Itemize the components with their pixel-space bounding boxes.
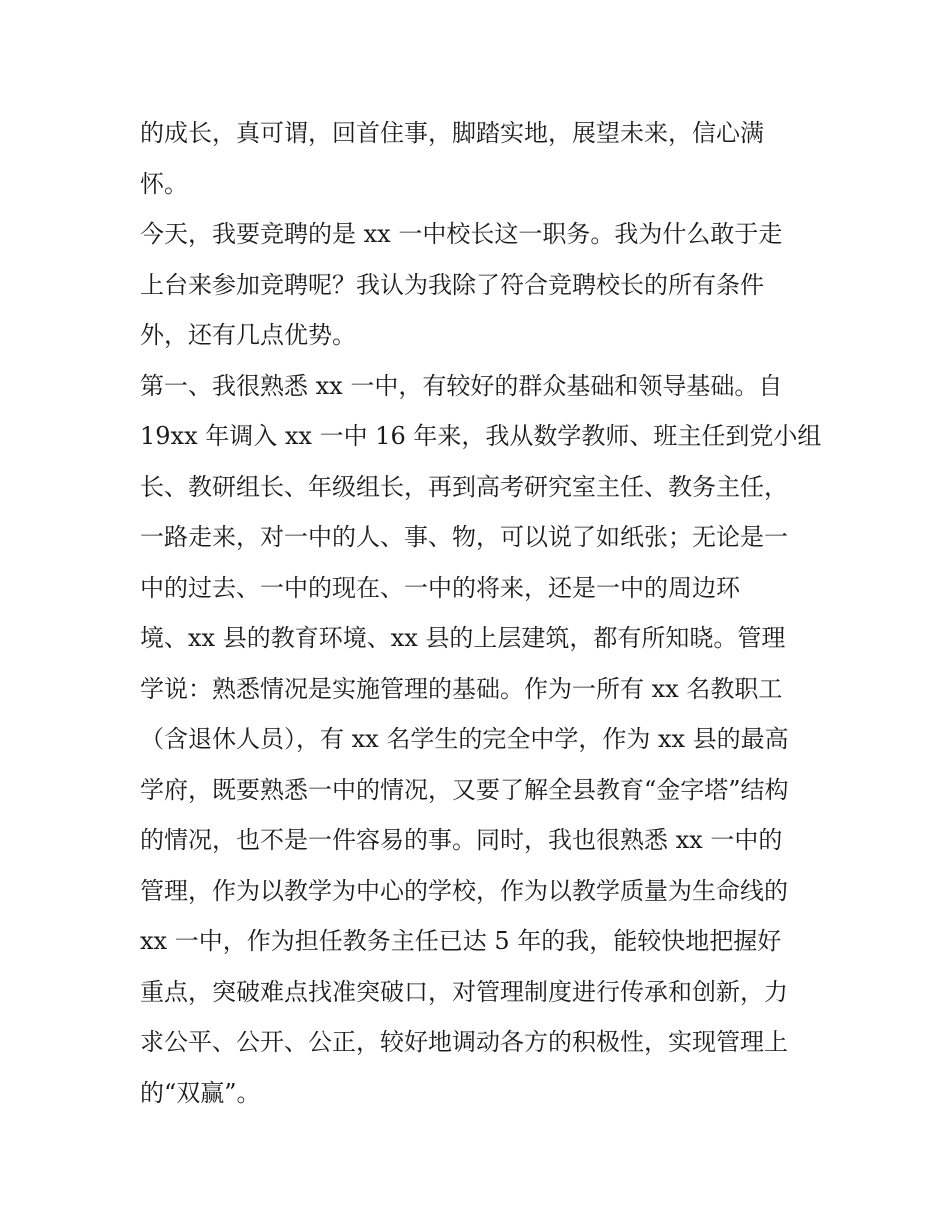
text-line: 第一、我很熟悉 xx 一中，有较好的群众基础和领导基础。自	[140, 371, 783, 400]
text-line: 长、教研组长、年级组长，再到高考研究室主任、教务主任，	[140, 472, 788, 501]
text-line: 管理，作为以教学为中心的学校，作为以教学质量为生命线的	[140, 876, 788, 905]
text-line: xx 一中，作为担任教务主任已达 5 年的我，能较快地把握好	[140, 927, 782, 955]
text-line: 的“双赢”。	[140, 1078, 261, 1107]
text-line: 境、xx 县的教育环境、xx 县的上层建筑，都有所知晓。管理	[140, 624, 786, 652]
text-line: 的情况，也不是一件容易的事。同时，我也很熟悉 xx 一中的	[140, 826, 783, 854]
text-line: 怀。	[140, 169, 188, 198]
text-line: 一路走来，对一中的人、事、物，可以说了如纸张；无论是一	[140, 523, 788, 551]
text-line: 学说：熟悉情况是实施管理的基础。作为一所有 xx 名教职工	[140, 674, 783, 703]
text-line: 外，还有几点优势。	[140, 321, 356, 349]
text-line: 上台来参加竞聘呢？我认为我除了符合竞聘校长的所有条件	[140, 270, 764, 299]
text-line: 重点，突破难点找准突破口，对管理制度进行传承和创新，力	[140, 977, 788, 1006]
text-line: 的成长，真可谓，回首住事，脚踏实地，展望未来，信心满	[140, 119, 764, 147]
text-line: 中的过去、一中的现在、一中的将来，还是一中的周边环	[140, 573, 740, 602]
text-line: 求公平、公开、公正，较好地调动各方的积极性，实现管理上	[140, 1028, 788, 1056]
text-line: 今天，我要竞聘的是 xx 一中校长这一职务。我为什么敢于走	[140, 220, 783, 248]
text-line: 学府，既要熟悉一中的情况，又要了解全县教育“金字塔”结构	[140, 775, 789, 804]
body-text	[140, 108, 830, 1118]
text-line: （含退休人员），有 xx 名学生的完全中学，作为 xx 县的最高	[140, 725, 789, 753]
text-line: 19xx 年调入 xx 一中 16 年来，我从数学教师、班主任到党小组	[140, 422, 822, 450]
